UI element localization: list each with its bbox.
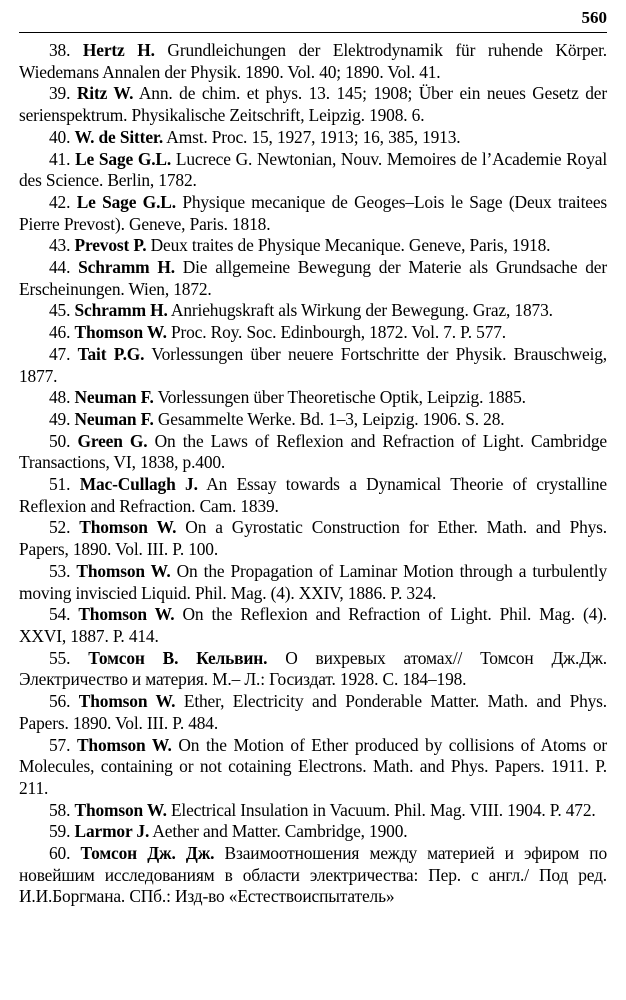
reference-text: Anriehugskraft als Wirkung der Bewegung. Graz, 1873. (167, 300, 553, 321)
reference-number: 58. (49, 799, 71, 820)
reference-number: 40. (49, 126, 71, 147)
reference-number: 39. (49, 83, 71, 104)
reference-text: Lucrece G. Newtonian, Nouv. Memoires de l’Academie Royal des Science. Berlin, 1782. (19, 148, 608, 191)
reference-author: Le Sage G.L. (76, 191, 176, 212)
reference-text: On the Laws of Reflexion and Refraction of Light. Cambridge Transactions, VI, 1838, p.400. (19, 430, 607, 473)
reference-item (19, 387, 607, 409)
reference-text: Взаимоотношения между материей и эфиром по новейшим исследованиям в области электричества: Пер. с англ./ Под ред. И.И.Боргмана. СПб.: Изд-во «Естествоиспытатель» (19, 843, 607, 907)
reference-item (19, 235, 607, 257)
reference-author: Thomson W. (78, 604, 175, 625)
reference-text: Proc. Roy. Soc. Edinbourgh, 1872. Vol. 7. P. 577. (166, 322, 506, 343)
reference-item (19, 127, 607, 149)
reference-number: 55. (49, 647, 71, 668)
reference-number: 48. (49, 387, 71, 408)
reference-author: Thomson W. (79, 517, 177, 538)
reference-item (19, 300, 607, 322)
reference-text: On the Motion of Ether produced by collisions of Atoms or Molecules, containing or not cotaining Electrons. Math. and Phys. Papers. 1911. P. 211. (19, 734, 607, 798)
reference-number: 49. (49, 408, 71, 429)
reference-text: On the Propagation of Laminar Motion through a turbulently moving inviscied Liquid. Phil. Mag. (4). XXIV, 1886. P. 324. (19, 560, 608, 603)
reference-text: On the Reflexion and Refraction of Light. Phil. Mag. (4). XXVI, 1887. P. 414. (19, 604, 607, 646)
reference-author: Green G. (77, 430, 148, 451)
reference-number: 45. (49, 300, 71, 321)
reference-item (19, 431, 607, 474)
reference-author: Mac-Cullagh J. (79, 474, 198, 495)
reference-author: Le Sage G.L. (75, 148, 172, 169)
reference-text: Vorlessungen über Theoretische Optik, Leipzig. 1885. (153, 387, 526, 408)
reference-text: Amst. Proc. 15, 1927, 1913; 16, 385, 1913. (163, 126, 461, 147)
reference-item (19, 83, 607, 126)
reference-item (19, 604, 607, 647)
reference-number: 57. (49, 734, 71, 755)
reference-item (19, 691, 607, 734)
reference-number: 54. (49, 604, 71, 625)
reference-text: Gesammelte Werke. Bd. 1–3, Leipzig. 1906. S. 28. (153, 408, 505, 429)
reference-number: 52. (49, 517, 71, 538)
reference-item (19, 257, 607, 300)
reference-number: 47. (49, 343, 71, 364)
reference-number: 59. (49, 821, 71, 842)
reference-text: Electrical Insulation in Vacuum. Phil. Mag. VIII. 1904. P. 472. (166, 799, 596, 820)
reference-item (19, 843, 607, 908)
reference-number: 46. (49, 322, 71, 343)
reference-author: Larmor J. (74, 821, 150, 842)
page-number: 560 (581, 8, 607, 27)
reference-author: Thomson W. (76, 560, 171, 581)
reference-number: 56. (49, 691, 71, 712)
reference-item (19, 648, 607, 691)
reference-text: Vorlessungen über neuere Fortschritte der Physik. Brauschweig, 1877. (19, 343, 607, 386)
reference-number: 60. (49, 843, 71, 864)
reference-list (19, 40, 607, 908)
reference-item (19, 474, 607, 517)
reference-item (19, 344, 607, 387)
reference-item (19, 517, 607, 560)
reference-number: 43. (49, 235, 71, 256)
reference-author: Ritz W. (76, 83, 134, 104)
reference-author: Thomson W. (74, 799, 167, 820)
reference-author: Thomson W. (76, 734, 172, 755)
reference-author: Thomson W. (78, 691, 176, 712)
page-header (19, 8, 607, 33)
reference-item (19, 322, 607, 344)
reference-text: О вихревых атомах// Томсон Дж.Дж. Электричество и материя. М.– Л.: Госиздат. 1928. С. 184–198. (19, 647, 607, 690)
reference-text: Grundleichungen der Elektrodynamik für ruhende Körper. Wiedemans Annalen der Physik. 1890. Vol. 40; 1890. Vol. 41. (19, 40, 607, 82)
reference-item (19, 409, 607, 431)
reference-author: Neuman F. (74, 387, 154, 408)
reference-text: Deux traites de Physique Mecanique. Geneve, Paris, 1918. (146, 235, 551, 256)
reference-author: Hertz H. (82, 40, 155, 60)
reference-number: 53. (49, 560, 71, 581)
reference-item (19, 192, 607, 235)
reference-author: Томсон Дж. Дж. (80, 843, 215, 864)
reference-number: 42. (49, 191, 71, 212)
reference-item (19, 149, 607, 192)
reference-text: Ether, Electricity and Ponderable Matter. Math. and Phys. Papers. 1890. Vol. III. P. 484. (19, 691, 607, 733)
reference-number: 41. (49, 148, 71, 169)
reference-author: Neuman F. (74, 408, 154, 429)
reference-text: Physique mecanique de Geoges–Lois le Sage (Deux traitees Pierre Prevost). Geneve, Paris. 1818. (19, 191, 608, 234)
reference-item (19, 821, 607, 843)
reference-number: 44. (49, 257, 71, 278)
reference-text: On a Gyrostatic Construction for Ether. Math. and Phys. Papers, 1890. Vol. III. P. 100. (19, 517, 607, 560)
reference-author: Tait P.G. (77, 343, 145, 364)
reference-text: An Essay towards a Dynamical Theorie of crystalline Reflexion and Refraction. Cam. 1839. (19, 474, 607, 516)
reference-item (19, 800, 607, 822)
reference-text: Ann. de chim. et phys. 13. 145; 1908; Über ein neues Gesetz der serienspektrum. Physikalische Zeitschrift, Leipzig. 1908. 6. (19, 83, 607, 126)
reference-author: Schramm H. (74, 300, 168, 321)
reference-text: Aether and Matter. Cambridge, 1900. (149, 821, 408, 842)
reference-author: Thomson W. (74, 322, 167, 343)
reference-author: Schramm H. (78, 257, 175, 278)
reference-item (19, 40, 607, 83)
reference-text: Die allgemeine Bewegung der Materie als Grundsache der Erscheinungen. Wien, 1872. (19, 257, 607, 299)
reference-number: 38. (49, 40, 71, 60)
reference-item (19, 735, 607, 800)
reference-number: 50. (49, 430, 71, 451)
reference-author: Томсон В. Кельвин. (88, 647, 268, 668)
reference-author: Prevost P. (74, 235, 147, 256)
reference-author: W. de Sitter. (74, 126, 164, 147)
reference-number: 51. (49, 474, 71, 495)
reference-item (19, 561, 607, 604)
